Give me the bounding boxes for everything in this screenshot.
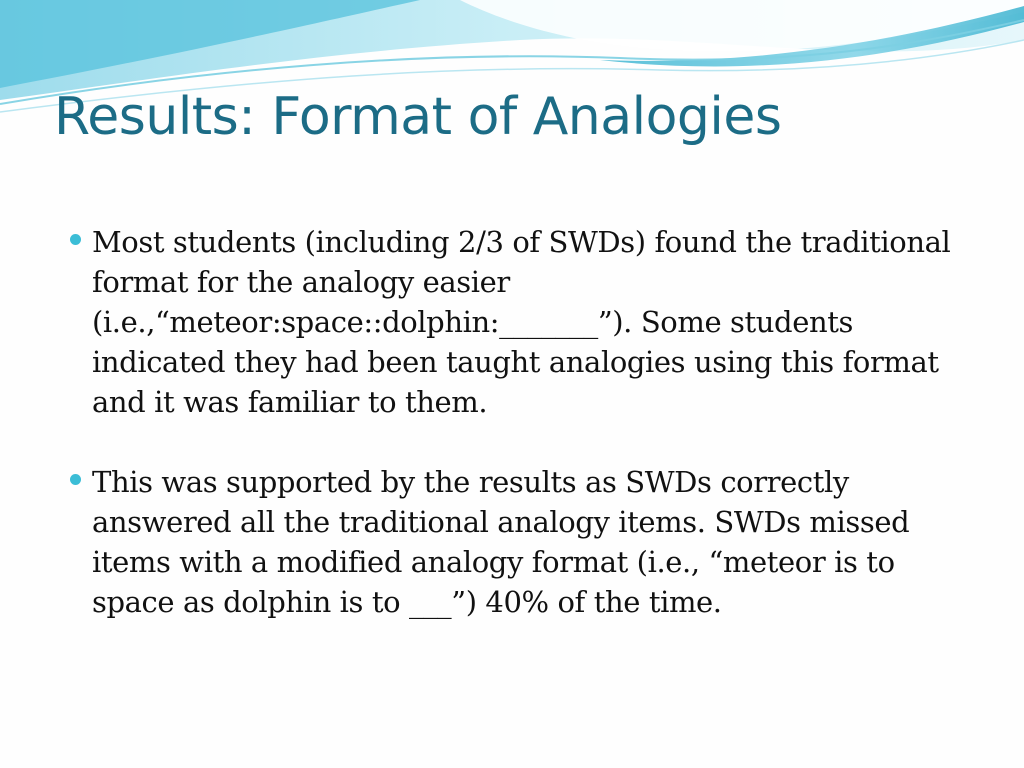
bullet-item [62,462,962,622]
bullet-marker-icon [70,474,81,485]
slide-title: Results: Format of Analogies [54,87,782,147]
bullet-text: This was supported by the results as SWDs correctly answered all the traditional analogy items. SWDs missed items with a modified analogy format (i.e., “meteor is to space as dolphin is to ___”) 40% of the time. [92,465,910,619]
bullet-marker-icon [70,234,81,245]
bullet-text: Most students (including 2/3 of SWDs) found the traditional format for the analogy easier (i.e.,“meteor:space::dolphin:_______”). Some students indicated they had been taught analogies using this format and it was familiar to them. [92,225,951,419]
bullet-list [62,222,962,662]
bullet-item [62,222,962,422]
